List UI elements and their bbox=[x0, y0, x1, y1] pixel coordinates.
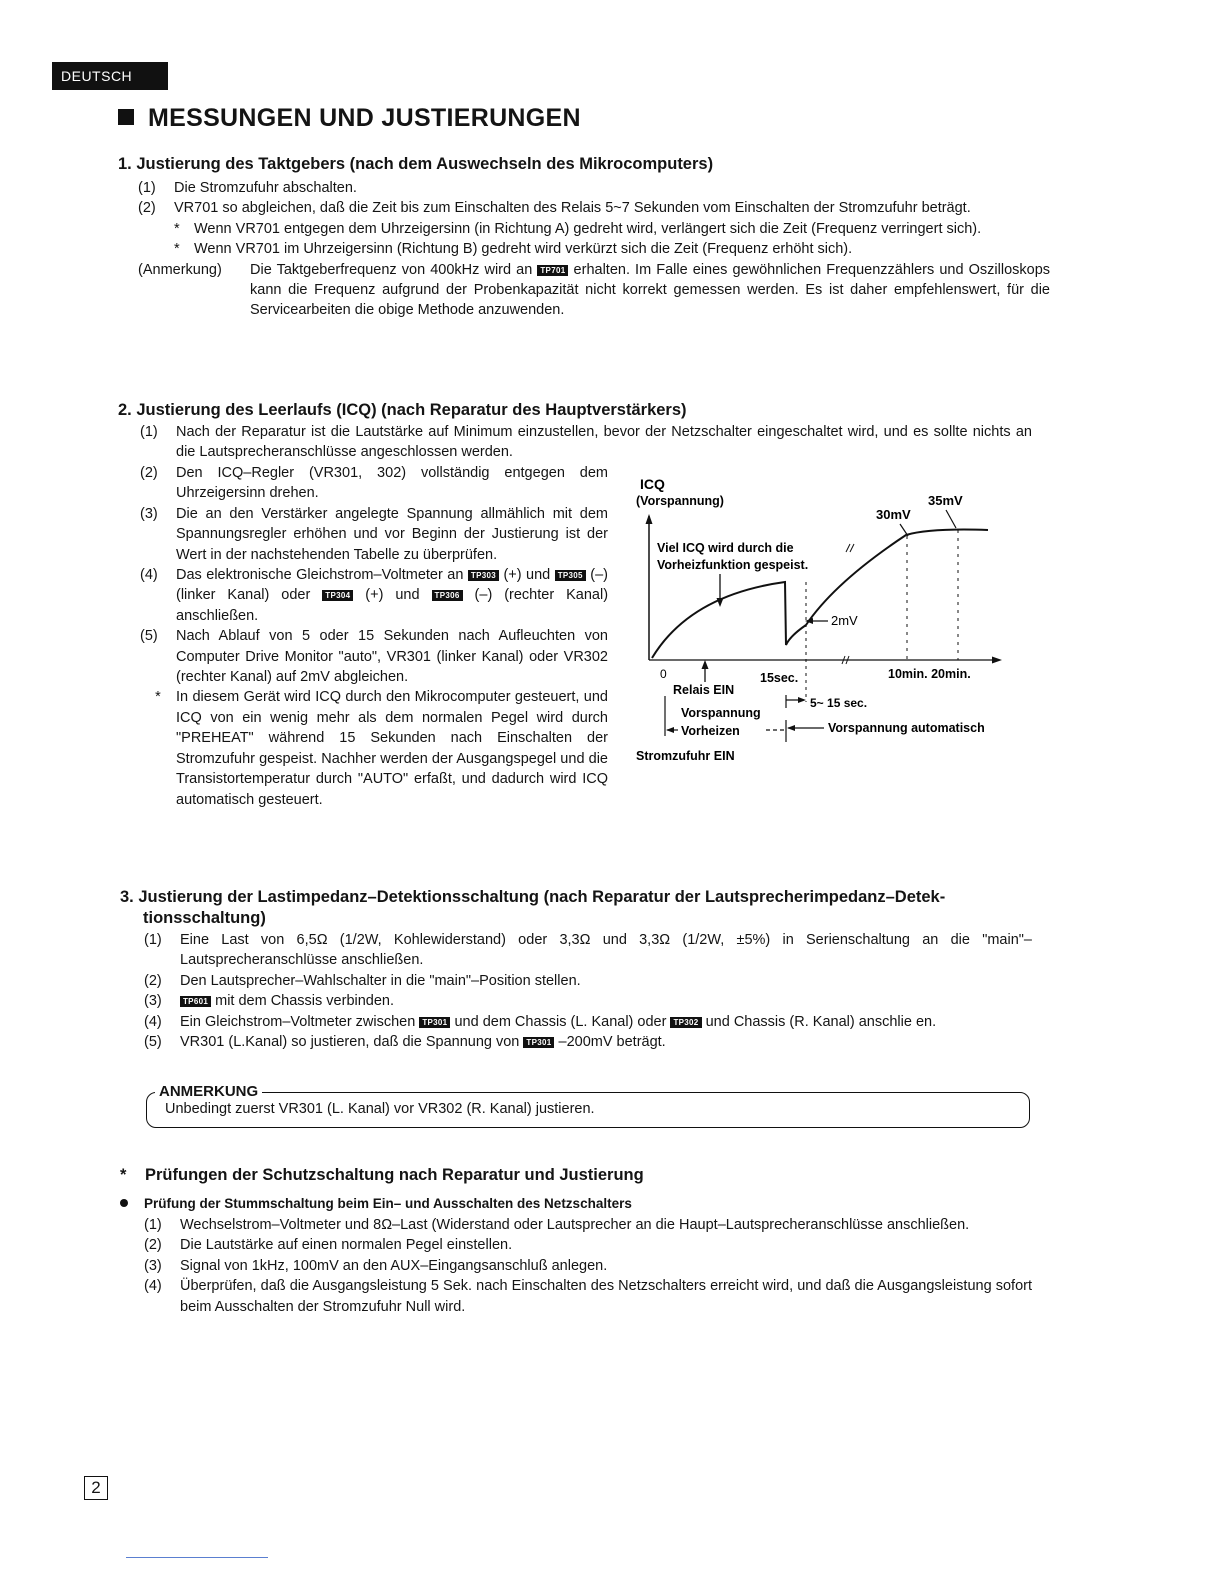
section2-intro bbox=[140, 422, 1032, 463]
text-part: Ein Gleichstrom–Voltmeter zwischen bbox=[180, 1013, 416, 1030]
text-part: –200mV beträgt. bbox=[558, 1034, 666, 1051]
bracket-arrow-head bbox=[798, 697, 806, 703]
item-text: In diesem Gerät wird ICQ durch den Mikrocomputer gesteuert, und ICQ von ein wenig mehr als dem normalen Pegel wird durch "PREHEAT" während 15 Sekunden nach Einschalten der Stromzufuhr gespeist. Nachher werden der Ausgangspegel und die Transistortemperatur durch "AUTO" erfaßt, und dadurch wird ICQ automatisch gesteuert. bbox=[176, 689, 608, 808]
text-part: (–) (linker Kanal) oder bbox=[176, 567, 608, 604]
label-vorheizen: Vorheizen bbox=[681, 724, 740, 738]
list-item bbox=[138, 178, 1050, 198]
list-item bbox=[144, 1012, 1032, 1032]
test-point-badge: TP304 bbox=[322, 590, 353, 601]
list-item bbox=[140, 422, 1032, 463]
text-part: mit dem Chassis verbinden. bbox=[215, 993, 395, 1010]
section1-body bbox=[138, 178, 1050, 321]
item-number: (3) bbox=[144, 1257, 162, 1274]
item-text: Die Lautstärke auf einen normalen Pegel einstellen. bbox=[180, 1237, 513, 1254]
text-part: (+) und bbox=[503, 567, 551, 584]
test-point-badge: TP301 bbox=[419, 1017, 450, 1028]
y-axis-label: ICQ bbox=[640, 476, 665, 492]
auto-span-head bbox=[787, 725, 795, 731]
note-text-part: erhalten. Im Falle eines gewöhnlichen Frequenzzählers und Oszilloskops kann die Frequenz aufgrund der Probenkapazität nicht korrekt gemessen werden. Es ist daher empfehlenswert, für die Servicearbeiten die obige Methode anzuwenden. bbox=[250, 261, 1051, 319]
item-text: Wechselstrom–Voltmeter und 8Ω–Last (Widerstand oder Lautsprecher an die Haupt–Lautsprecheranschlüsse anschließen. bbox=[180, 1217, 970, 1233]
asterisk-icon: * bbox=[174, 220, 180, 237]
list-item bbox=[144, 1256, 1032, 1276]
note-text bbox=[250, 260, 1050, 321]
bullet-item bbox=[138, 239, 1050, 259]
item-number: (4) bbox=[144, 1013, 162, 1030]
note-label: (Anmerkung) bbox=[138, 261, 222, 278]
label-5-15sec: 5~ 15 sec. bbox=[810, 696, 868, 710]
annotation-line-2: Vorheizfunktion gespeist. bbox=[657, 558, 809, 572]
list-item bbox=[140, 626, 608, 687]
annotation-line-1: Viel ICQ wird durch die bbox=[657, 541, 794, 555]
test-point-badge: TP301 bbox=[523, 1037, 554, 1048]
section1-heading: 1. Justierung des Taktgebers (nach dem Auswechseln des Mikrocomputers) bbox=[118, 155, 714, 173]
footer-rule bbox=[126, 1557, 268, 1558]
item-number: (2) bbox=[144, 972, 162, 989]
anmerkung-label: ANMERKUNG bbox=[155, 1083, 262, 1100]
item-text bbox=[180, 1032, 1032, 1052]
page-title-text: MESSUNGEN UND JUSTIERUNGEN bbox=[148, 104, 581, 132]
section4-heading bbox=[120, 1166, 644, 1185]
item-text: Nach Ablauf von 5 oder 15 Sekunden nach Aufleuchten von Computer Drive Monitor "auto", VR301 (linker Kanal) oder VR302 (rechter Kanal) auf 2mV abgleichen. bbox=[176, 628, 608, 686]
label-2mv: 2mV bbox=[831, 613, 858, 628]
text-part: (+) und bbox=[365, 587, 420, 604]
section2-heading: 2. Justierung des Leerlaufs (ICQ) (nach Reparatur des Hauptverstärkers) bbox=[118, 401, 687, 419]
item-number: (2) bbox=[144, 1237, 162, 1254]
item-number: (1) bbox=[144, 932, 162, 948]
section2-left-column bbox=[140, 463, 608, 810]
section4-subheading-text: Prüfung der Stummschaltung beim Ein– und Ausschalten des Netzschalters bbox=[144, 1196, 632, 1211]
y-axis-arrow bbox=[646, 514, 653, 524]
section4-heading-text: Prüfungen der Schutzschaltung nach Reparatur und Justierung bbox=[145, 1166, 644, 1184]
item-number: (5) bbox=[140, 628, 158, 645]
label-zero: 0 bbox=[660, 667, 667, 681]
anmerkung-text: Unbedingt zuerst VR301 (L. Kanal) vor VR302 (R. Kanal) justieren. bbox=[165, 1101, 595, 1117]
bullet-item bbox=[138, 219, 1050, 239]
item-text: Den Lautsprecher–Wahlschalter in die "main"–Position stellen. bbox=[180, 972, 581, 989]
label-power: Stromzufuhr EIN bbox=[636, 749, 735, 763]
text-part: (–) (rechter Kanal) anschließen. bbox=[176, 587, 609, 624]
label-10-20min: 10min. 20min. bbox=[888, 667, 971, 681]
section4-body bbox=[144, 1215, 1032, 1317]
asterisk-icon: * bbox=[174, 241, 180, 258]
text-part: und Chassis (R. Kanal) anschlie en. bbox=[705, 1013, 937, 1030]
language-tab: DEUTSCH bbox=[52, 62, 168, 90]
break-mark bbox=[846, 544, 854, 552]
section3-heading-line2: tionsschaltung) bbox=[143, 909, 266, 927]
list-item bbox=[138, 198, 1050, 218]
item-text: Nach der Reparatur ist die Lautstärke auf Minimum einzustellen, bevor der Netzschalter eingeschaltet wird, und es sollte nichts an die Lautsprecheranschlüsse angeschlossen werden. bbox=[176, 424, 1032, 461]
item-text: Überprüfen, daß die Ausgangsleistung 5 Sek. nach Einschalten des Netzschalters erreicht wird, und daß die Ausgangsleistung sofort beim Ausschalten der Stromzufuhr Null wird. bbox=[180, 1278, 1032, 1315]
item-number: (3) bbox=[140, 505, 158, 522]
item-text: Eine Last von 6,5Ω (1/2W, Kohlewiderstand) oder 3,3Ω und 3,3Ω (1/2W, ±5%) in Serienschaltung an die "main"–Lautsprecheranschlüsse anschließen. bbox=[180, 932, 1032, 969]
item-number: (1) bbox=[140, 424, 158, 440]
section4-subheading bbox=[120, 1196, 632, 1211]
test-point-badge: TP701 bbox=[537, 265, 568, 276]
page-number: 2 bbox=[84, 1476, 108, 1500]
test-point-badge: TP303 bbox=[468, 570, 499, 581]
asterisk-icon: * bbox=[120, 1166, 127, 1184]
list-item bbox=[144, 1276, 1032, 1317]
bullet-dot-icon bbox=[120, 1199, 128, 1207]
section1-note bbox=[138, 260, 1050, 321]
item-number: (4) bbox=[144, 1278, 162, 1295]
item-text bbox=[180, 991, 1032, 1011]
item-text: Die Stromzufuhr abschalten. bbox=[174, 180, 357, 196]
item-text: Signal von 1kHz, 100mV an den AUX–Eingangsanschluß anlegen. bbox=[180, 1257, 608, 1274]
section3-body bbox=[144, 930, 1032, 1052]
item-text: Die an den Verstärker angelegte Spannung allmählich mit dem Spannungsregler erhöhen und vor Beginn der Justierung ist der Wert in der nachstehenden Tabelle zu überprüfen. bbox=[176, 505, 608, 563]
list-item bbox=[144, 971, 1032, 991]
relais-arrow-head bbox=[702, 660, 709, 669]
anmerkung-box bbox=[146, 1083, 1030, 1128]
list-item bbox=[144, 1032, 1032, 1052]
item-number: (2) bbox=[138, 200, 156, 217]
list-item bbox=[144, 930, 1032, 971]
list-item bbox=[140, 565, 608, 626]
label-15sec: 15sec. bbox=[760, 671, 799, 685]
text-part: VR301 (L.Kanal) so justieren, daß die Spannung von bbox=[180, 1034, 520, 1051]
square-bullet-icon bbox=[118, 109, 134, 125]
text-part: und dem Chassis (L. Kanal) oder bbox=[454, 1013, 667, 1030]
page-title bbox=[118, 104, 581, 133]
item-text: Den ICQ–Regler (VR301, 302) vollständig entgegen dem Uhrzeigersinn drehen. bbox=[176, 465, 608, 502]
label-35mv: 35mV bbox=[928, 493, 963, 508]
section3-heading-line1: 3. Justierung der Lastimpedanz–Detektionsschaltung (nach Reparatur der Lautsprecherimpedanz–Detek- bbox=[120, 888, 946, 906]
item-text: VR701 so abgleichen, daß die Zeit bis zum Einschalten des Relais 5~7 Sekunden vom Einschalten der Stromzufuhr beträgt. bbox=[174, 200, 971, 217]
list-item bbox=[144, 991, 1032, 1011]
list-item bbox=[140, 463, 608, 504]
asterisk-icon: * bbox=[155, 689, 161, 706]
item-number: (4) bbox=[140, 567, 158, 584]
bullet-text: Wenn VR701 im Uhrzeigersinn (Richtung B) gedreht wird verkürzt sich die Zeit (Frequenz erhöht sich). bbox=[194, 241, 853, 258]
preheat-span-left-head bbox=[666, 727, 674, 733]
text-part: Das elektronische Gleichstrom–Voltmeter an bbox=[176, 567, 464, 584]
item-number: (1) bbox=[144, 1217, 162, 1233]
item-number: (5) bbox=[144, 1034, 162, 1051]
list-item bbox=[140, 504, 608, 565]
list-item bbox=[140, 687, 608, 809]
item-number: (1) bbox=[138, 180, 156, 196]
pointer-30mv bbox=[900, 524, 908, 536]
item-number: (2) bbox=[140, 465, 158, 481]
test-point-badge: TP306 bbox=[432, 590, 463, 601]
bullet-text: Wenn VR701 entgegen dem Uhrzeigersinn (in Richtung A) gedreht wird, verlängert sich die Zeit (Frequenz verringert sich). bbox=[194, 220, 982, 237]
label-30mv: 30mV bbox=[876, 507, 911, 522]
list-item bbox=[144, 1215, 1032, 1235]
item-text bbox=[176, 565, 608, 626]
label-relais: Relais EIN bbox=[673, 683, 735, 697]
preheat-arrow-head bbox=[717, 598, 724, 607]
x-axis-arrow bbox=[992, 657, 1002, 664]
note-text-part: Die Taktgeberfrequenz von 400kHz wird an bbox=[250, 261, 533, 278]
item-number: (3) bbox=[144, 993, 162, 1010]
icq-timing-diagram bbox=[630, 470, 1010, 770]
test-point-badge: TP305 bbox=[555, 570, 586, 581]
item-text bbox=[180, 1012, 1032, 1032]
test-point-badge: TP302 bbox=[670, 1017, 701, 1028]
test-point-badge: TP601 bbox=[180, 996, 211, 1007]
list-item bbox=[144, 1235, 1032, 1255]
y-axis-sublabel: (Vorspannung) bbox=[636, 494, 724, 508]
pointer-35mv bbox=[946, 510, 956, 528]
label-auto: Vorspannung automatisch bbox=[828, 721, 985, 735]
label-vorspannung: Vorspannung bbox=[681, 706, 761, 720]
